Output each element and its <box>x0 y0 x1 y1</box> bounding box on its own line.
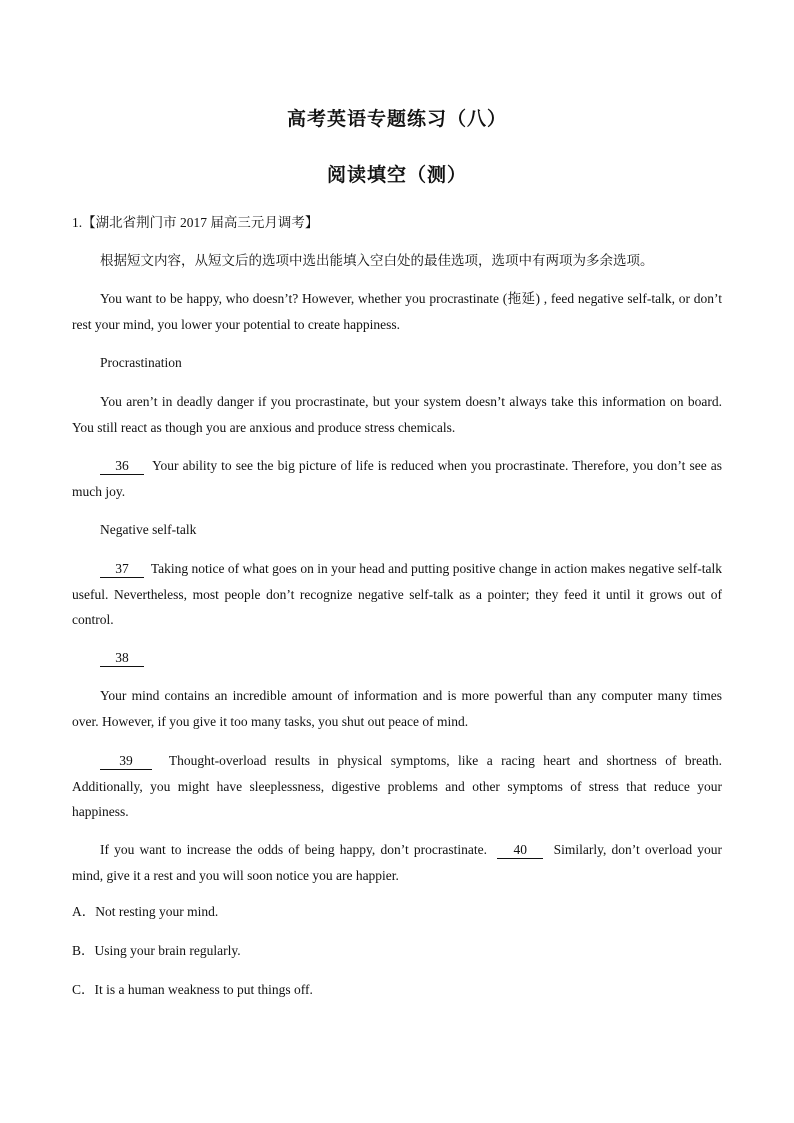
document-title: 高考英语专题练习（八） <box>286 109 507 130</box>
document-subtitle: 阅读填空（测） <box>326 165 467 186</box>
passage-para4: Your mind contains an incredible amount of information and is more powerful than any computer many times over. However, if you give it too many tasks, you shut out peace of mind. <box>72 688 722 729</box>
blank-37[interactable]: 37 <box>100 561 144 578</box>
option-a[interactable]: A．Not resting your mind. <box>72 904 219 919</box>
instruction: 根据短文内容，从短文后的选项中选出能填入空白处的最佳选项，选项中有两项为多余选项。 <box>100 253 654 268</box>
question-source: 1.【湖北省荆门市 2017 届高三元月调考】 <box>72 215 319 230</box>
blank-40[interactable]: 40 <box>497 842 543 859</box>
blank-39[interactable]: 39 <box>100 753 152 770</box>
passage-para1: You aren’t in deadly danger if you procrastinate, but your system doesn’t always take this information on board. You still react as though you are anxious and produce stress chemicals. <box>72 394 722 435</box>
passage-para6: If you want to increase the odds of being happy, don’t procrastinate. 40 Similarly, don’t overload your mind, give it a rest and you will soon notice you are happier. <box>72 842 723 883</box>
passage-para5: 39 Thought-overload results in physical symptoms, like a racing heart and shortness of breath. Additionally, you might have sleeplessness, digestive problems and other symptoms of stress that reduce your happiness. <box>72 753 722 819</box>
passage-blank38-line <box>72 645 722 671</box>
blank-36[interactable]: 36 <box>100 458 144 475</box>
passage-para2: 36 Your ability to see the big picture of life is reduced when you procrastinate. Therefore, you don’t see as much joy. <box>72 458 723 499</box>
option-c[interactable]: C．It is a human weakness to put things off. <box>72 982 313 997</box>
blank-38[interactable]: 38 <box>100 650 144 667</box>
heading-negative-self-talk: Negative self-talk <box>100 522 197 537</box>
heading-procrastination: Procrastination <box>100 355 182 370</box>
passage-intro: You want to be happy, who doesn’t? However, whether you procrastinate (拖延) , feed negative self-talk, or don’t rest your mind, you lower your potential to create happiness. <box>72 291 722 332</box>
passage-para3: 37 Taking notice of what goes on in your head and putting positive change in action makes negative self-talk useful. Nevertheless, most people don’t recognize negative self-talk as a pointer; they feed it until it grows out of control. <box>72 561 723 627</box>
option-b[interactable]: B．Using your brain regularly. <box>72 943 241 958</box>
